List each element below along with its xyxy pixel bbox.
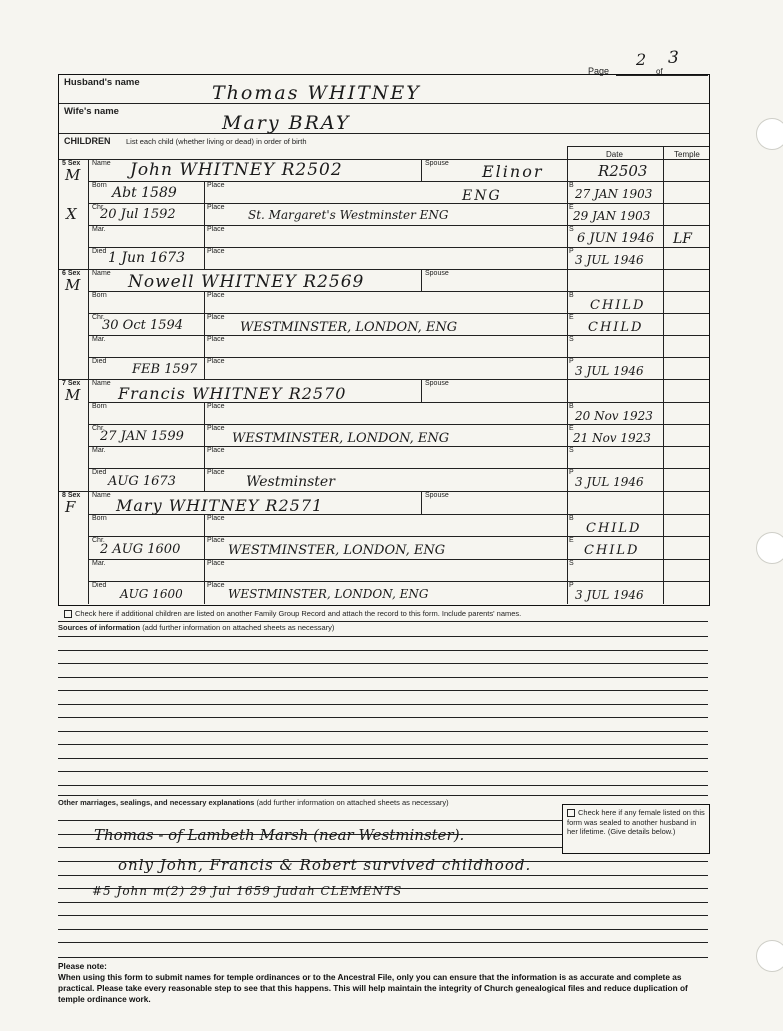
place-label: Place <box>207 248 225 255</box>
name-label: Name <box>92 160 111 167</box>
died-place: Westminster <box>246 474 335 490</box>
sex-label: Sex <box>67 270 81 277</box>
ruled-line <box>58 942 708 943</box>
spouse-id: R2503 <box>598 162 648 180</box>
b-date: 27 JAN 1903 <box>575 187 653 201</box>
place-label: Place <box>207 515 225 522</box>
died-label: Died <box>92 469 107 476</box>
punch-hole-middle <box>756 532 783 564</box>
chr-place: WESTMINSTER, LONDON, ENG <box>232 431 450 446</box>
mar-label: Mar. <box>92 336 106 343</box>
checkbox-square[interactable] <box>567 809 575 817</box>
divider <box>59 491 709 492</box>
explanation-line-3: #5 John m(2) 29 Jul 1659 Judah CLEMENTS <box>92 884 403 898</box>
ruled-line <box>58 758 708 759</box>
chr-label: Chr. <box>92 425 105 432</box>
p-date: 3 JUL 1946 <box>575 253 644 267</box>
divider <box>88 536 709 537</box>
name-label: Name <box>92 380 111 387</box>
b-label: B <box>569 292 574 299</box>
ruled-line <box>58 915 708 916</box>
divider <box>88 313 709 314</box>
divider <box>88 581 709 582</box>
wife-label: Wife's name <box>64 106 119 117</box>
ruled-line <box>58 677 708 678</box>
p-label: P <box>569 358 574 365</box>
divider <box>58 795 708 796</box>
s-label: S <box>569 447 574 454</box>
child-sex: F <box>65 498 76 516</box>
divider <box>59 379 709 380</box>
child-number-value: 7 <box>62 380 66 387</box>
other-heading <box>58 798 449 807</box>
b-label: B <box>569 515 574 522</box>
husband-name: Thomas WHITNEY <box>212 82 421 104</box>
child-name: Mary WHITNEY R2571 <box>116 496 324 515</box>
divider <box>88 379 89 491</box>
page-number: 2 <box>636 50 647 69</box>
checkbox-square[interactable] <box>64 610 72 618</box>
place-label: Place <box>207 425 225 432</box>
ruled-line <box>58 929 708 930</box>
p-date: 3 JUL 1946 <box>575 588 644 602</box>
chr-place: WESTMINSTER, LONDON, ENG <box>240 320 458 335</box>
punch-hole-bottom <box>756 940 783 972</box>
e-label: E <box>569 537 574 544</box>
b-date: 20 Nov 1923 <box>575 409 653 423</box>
note-text: When using this form to submit names for temple ordinances or to the Ancestral File, only you can ensure that the information is as accurate and complete as practical. Please take every reasonable step to see that this happens. This will help maintain the integrity of Church genealogical files and reduce duplication of temple ordinance work. <box>58 972 688 1004</box>
note-title: Please note: <box>58 961 107 971</box>
divider <box>567 491 568 604</box>
died-label: Died <box>92 358 107 365</box>
ruled-line <box>58 690 708 691</box>
sources-instruction: (add further information on attached sheets as necessary) <box>142 623 335 632</box>
ruled-line <box>58 717 708 718</box>
please-note <box>58 961 708 1005</box>
name-label: Name <box>92 270 111 277</box>
place-label: Place <box>207 403 225 410</box>
divider <box>59 103 709 104</box>
b-date: CHILD <box>590 298 646 313</box>
chr-date: 30 Oct 1594 <box>102 318 184 333</box>
divider <box>567 146 568 269</box>
chr-label: Chr. <box>92 204 105 211</box>
additional-children-checkbox[interactable] <box>64 609 521 618</box>
e-label: E <box>569 314 574 321</box>
ruled-line <box>58 731 708 732</box>
chr-date: 2 AUG 1600 <box>100 542 181 557</box>
p-date: 3 JUL 1946 <box>575 475 644 489</box>
place-label: Place <box>207 560 225 567</box>
mar-label: Mar. <box>92 226 106 233</box>
e-date: 21 Nov 1923 <box>573 431 651 445</box>
divider <box>59 133 709 134</box>
ruled-line <box>58 744 708 745</box>
place-label: Place <box>207 358 225 365</box>
chr-place: St. Margaret's Westminster ENG <box>248 208 449 222</box>
child-number-value: 6 <box>62 270 66 277</box>
divider <box>421 269 422 291</box>
died-date: 1 Jun 1673 <box>108 250 186 266</box>
child-sex: M <box>65 386 81 404</box>
divider <box>663 491 664 604</box>
born-label: Born <box>92 292 107 299</box>
died-place: WESTMINSTER, LONDON, ENG <box>228 587 429 601</box>
place-label: Place <box>207 469 225 476</box>
born-label: Born <box>92 515 107 522</box>
divider <box>88 468 709 469</box>
divider <box>88 159 89 269</box>
born-label: Born <box>92 182 107 189</box>
divider <box>663 379 664 491</box>
page-label: Page <box>588 66 610 76</box>
s-date: 6 JUN 1946 <box>577 231 655 246</box>
divider <box>88 424 709 425</box>
ruled-line <box>58 785 708 786</box>
temple-column-header: Temple <box>674 150 700 159</box>
p-label: P <box>569 248 574 255</box>
mar-label: Mar. <box>92 560 106 567</box>
e-date: CHILD <box>588 320 644 335</box>
explanation-line-2: only John, Francis & Robert survived childhood. <box>118 856 532 874</box>
sex-label: Sex <box>67 160 81 167</box>
divider <box>58 957 708 958</box>
place-label: Place <box>207 336 225 343</box>
ruled-line <box>58 875 708 876</box>
divider <box>663 146 664 269</box>
e-label: E <box>569 425 574 432</box>
chr-label: Chr. <box>92 537 105 544</box>
page-total: 3 <box>668 48 679 68</box>
children-instruction: List each child (whether living or dead) in order of birth <box>126 137 307 146</box>
children-label: CHILDREN <box>64 136 111 146</box>
ruled-line <box>58 636 708 637</box>
spouse-label: Spouse <box>425 160 449 167</box>
date-column-header: Date <box>606 150 623 159</box>
p-label: P <box>569 582 574 589</box>
ruled-line <box>58 650 708 651</box>
sex-label: Sex <box>67 380 81 387</box>
divider <box>88 247 709 248</box>
divider <box>88 491 89 604</box>
s-label: S <box>569 560 574 567</box>
explanation-line-1: Thomas - of Lambeth Marsh (near Westminster). <box>94 826 465 844</box>
chr-date: 20 Jul 1592 <box>100 207 176 222</box>
place-label: Place <box>207 447 225 454</box>
divider <box>88 181 709 182</box>
place-label: Place <box>207 226 225 233</box>
female-sealed-text: Check here if any female listed on this form was sealed to another husband in her lifetime. (Give details below.) <box>567 808 705 836</box>
divider <box>88 559 709 560</box>
other-instruction: (add further information on attached sheets as necessary) <box>256 798 449 807</box>
husband-label: Husband's name <box>64 77 140 88</box>
sources-heading <box>58 623 334 632</box>
ruled-line <box>58 771 708 772</box>
ruled-line <box>58 820 562 821</box>
spouse-label: Spouse <box>425 492 449 499</box>
spouse-label: Spouse <box>425 380 449 387</box>
other-label: Other marriages, sealings, and necessary explanations <box>58 798 255 807</box>
chr-date: 27 JAN 1599 <box>100 429 184 444</box>
divider <box>59 269 709 270</box>
s-temple: LF <box>673 231 693 247</box>
divider <box>88 446 709 447</box>
chr-label: Chr. <box>92 314 105 321</box>
died-date: AUG 1600 <box>120 587 183 601</box>
divider <box>88 335 709 336</box>
b-date: CHILD <box>586 521 642 536</box>
mar-label: Mar. <box>92 447 106 454</box>
child-name: John WHITNEY R2502 <box>130 160 343 180</box>
place-label: Place <box>207 204 225 211</box>
p-label: P <box>569 469 574 476</box>
s-label: S <box>569 336 574 343</box>
divider <box>88 203 709 204</box>
female-sealed-checkbox[interactable] <box>567 808 705 837</box>
divider <box>58 621 708 622</box>
punch-hole-top <box>756 118 783 150</box>
born-date: Abt 1589 <box>112 185 177 201</box>
ruled-line <box>58 847 562 848</box>
place-label: Place <box>207 537 225 544</box>
e-date: 29 JAN 1903 <box>573 209 651 223</box>
died-date: AUG 1673 <box>108 474 176 489</box>
child-name: Francis WHITNEY R2570 <box>118 384 347 403</box>
chr-place: WESTMINSTER, LONDON, ENG <box>228 543 446 558</box>
ruled-line <box>58 704 708 705</box>
child-sex: M <box>65 166 81 184</box>
sex-label: Sex <box>67 492 81 499</box>
place-label: Place <box>207 292 225 299</box>
additional-children-text: Check here if additional children are listed on another Family Group Record and attach the record to this form. Include parents' names. <box>75 609 522 618</box>
e-date: CHILD <box>584 543 640 558</box>
ruled-line <box>58 663 708 664</box>
sources-label: Sources of information <box>58 623 141 632</box>
place-label: Place <box>207 314 225 321</box>
child-mark: X <box>66 205 77 223</box>
child-number-value: 8 <box>62 492 66 499</box>
child-name: Nowell WHITNEY R2569 <box>128 272 365 292</box>
e-label: E <box>569 204 574 211</box>
divider <box>421 491 422 514</box>
child-sex: M <box>65 276 81 294</box>
divider <box>567 379 568 491</box>
died-date: FEB 1597 <box>132 362 198 377</box>
ruled-line <box>58 902 708 903</box>
of-label: of <box>656 67 663 76</box>
divider <box>567 269 568 379</box>
p-date: 3 JUL 1946 <box>575 364 644 378</box>
date-header-line <box>567 146 709 147</box>
wife-name: Mary BRAY <box>222 112 351 134</box>
child-number-value: 5 <box>62 160 66 167</box>
divider <box>88 225 709 226</box>
spouse-label: Spouse <box>425 270 449 277</box>
divider <box>421 379 422 402</box>
b-label: B <box>569 182 574 189</box>
s-label: S <box>569 226 574 233</box>
divider <box>88 357 709 358</box>
place-label: Place <box>207 582 225 589</box>
born-label: Born <box>92 403 107 410</box>
spouse-name: Elinor <box>482 162 544 181</box>
name-label: Name <box>92 492 111 499</box>
place-label: Place <box>207 182 225 189</box>
b-label: B <box>569 403 574 410</box>
died-label: Died <box>92 248 107 255</box>
divider <box>663 269 664 379</box>
divider <box>421 159 422 181</box>
died-label: Died <box>92 582 107 589</box>
divider <box>88 269 89 379</box>
born-place: ENG <box>462 188 502 204</box>
